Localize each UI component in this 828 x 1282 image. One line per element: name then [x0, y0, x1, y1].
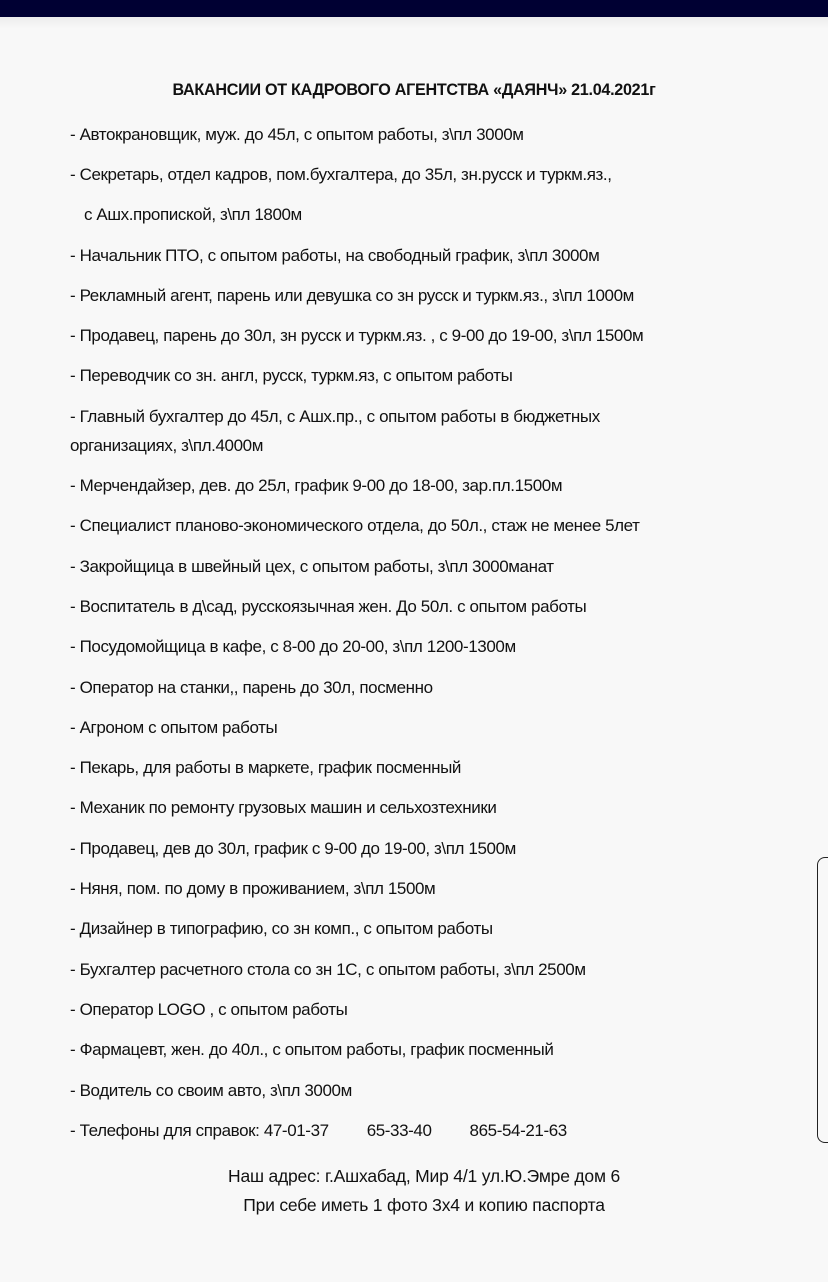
vacancy-text: - Дизайнер в типографию, со зн комп., с опытом работы — [70, 919, 493, 939]
vacancy-item — [70, 874, 810, 903]
vacancy-item — [70, 955, 810, 984]
side-panel-handle[interactable] — [817, 857, 828, 1143]
vacancy-text: - Оператор на станки,, парень до 30л, посменно — [70, 677, 433, 697]
vacancy-text: - Мерчендайзер, дев. до 25л, график 9-00 до 18-00, зар.пл.1500м — [70, 476, 563, 496]
vacancy-item — [70, 241, 810, 270]
vacancy-text: - Секретарь, отдел кадров, пом.бухгалтера, до 35л, зн.русск и туркм.яз., — [70, 165, 612, 185]
vacancy-item — [70, 713, 810, 742]
vacancy-text: - Продавец, парень до 30л, зн русск и туркм.яз. , с 9-00 до 19-00, з\пл 1500м — [70, 326, 644, 346]
vacancy-item — [70, 592, 810, 621]
phones-label: - Телефоны для справок: — [70, 1120, 260, 1140]
vacancy-item — [70, 120, 810, 149]
vacancy-item — [70, 402, 810, 460]
vacancy-item — [70, 281, 810, 310]
phone-number: 865-54-21-63 — [469, 1120, 567, 1140]
phones-line — [70, 1116, 810, 1145]
vacancy-text: - Няня, пом. по дому в проживанием, з\пл 1500м — [70, 879, 436, 899]
vacancy-text-continued: с Ашх.пропиской, з\пл 1800м — [84, 205, 302, 225]
vacancy-item — [70, 914, 810, 943]
vacancy-text: - Фармацевт, жен. до 40л., с опытом работы, график посменный — [70, 1040, 554, 1060]
vacancy-item — [70, 1076, 810, 1105]
vacancy-text: - Закройщица в швейный цех, с опытом работы, з\пл 3000манат — [70, 556, 554, 576]
vacancy-text: - Автокрановщик, муж. до 45л, с опытом работы, з\пл 3000м — [70, 125, 524, 144]
document-footer — [0, 1162, 828, 1220]
phone-number: 65-33-40 — [366, 1120, 432, 1140]
vacancy-text: - Водитель со своим авто, з\пл 3000м — [70, 1080, 352, 1100]
vacancy-text: - Переводчик со зн. англ, русск, туркм.яз, с опытом работы — [70, 366, 513, 386]
vacancy-text: - Бухгалтер расчетного стола со зн 1С, с опытом работы, з\пл 2500м — [70, 959, 586, 979]
vacancy-item — [70, 552, 810, 581]
vacancy-item — [70, 673, 810, 702]
vacancy-item — [70, 632, 810, 661]
vacancy-item — [70, 321, 810, 350]
vacancy-item — [70, 753, 810, 782]
vacancy-item — [70, 834, 810, 863]
vacancy-text-continued: организациях, з\пл.4000м — [70, 435, 263, 455]
vacancy-text: - Механик по ремонту грузовых машин и сельхозтехники — [70, 798, 497, 818]
vacancy-text: - Рекламный агент, парень или девушка со зн русск и туркм.яз., з\пл 1000м — [70, 285, 634, 305]
vacancy-text: - Начальник ПТО, с опытом работы, на свободный график, з\пл 3000м — [70, 245, 600, 265]
vacancy-text: - Оператор LOGO , с опытом работы — [70, 999, 348, 1019]
vacancy-list — [70, 120, 810, 1156]
vacancy-item — [70, 793, 810, 822]
vacancy-item — [70, 995, 810, 1024]
vacancy-item — [70, 511, 810, 540]
vacancy-item — [70, 1035, 810, 1064]
status-bar — [0, 0, 828, 17]
vacancy-text: - Пекарь, для работы в маркете, график посменный — [70, 758, 462, 778]
vacancy-text: - Посудомойщица в кафе, с 8-00 до 20-00, з\пл 1200-1300м — [70, 637, 516, 657]
document-title: ВАКАНСИИ ОТ КАДРОВОГО АГЕНТСТВА «ДАЯНЧ» 21.04.2021г — [172, 80, 656, 99]
vacancy-text: - Главный бухгалтер до 45л, с Ашх.пр., с опытом работы в бюджетных — [70, 406, 600, 426]
vacancy-item — [70, 361, 810, 390]
address-line: Наш адрес: г.Ашхабад, Мир 4/1 ул.Ю.Эмре дом 6 — [228, 1166, 620, 1186]
vacancy-item — [70, 471, 810, 500]
vacancy-text: - Агроном с опытом работы — [70, 717, 278, 737]
phone-number: 47-01-37 — [263, 1120, 329, 1140]
vacancy-text: - Специалист планово-экономического отдела, до 50л., стаж не менее 5лет — [70, 516, 640, 536]
requirements-note: При себе иметь 1 фото 3х4 и копию паспорта — [243, 1195, 605, 1215]
vacancy-text: - Продавец, дев до 30л, график с 9-00 до 19-00, з\пл 1500м — [70, 838, 516, 858]
vacancy-text: - Воспитатель в д\сад, русскоязычная жен. До 50л. с опытом работы — [70, 596, 587, 616]
vacancy-item — [70, 160, 810, 229]
status-bar-shadow — [0, 17, 828, 29]
